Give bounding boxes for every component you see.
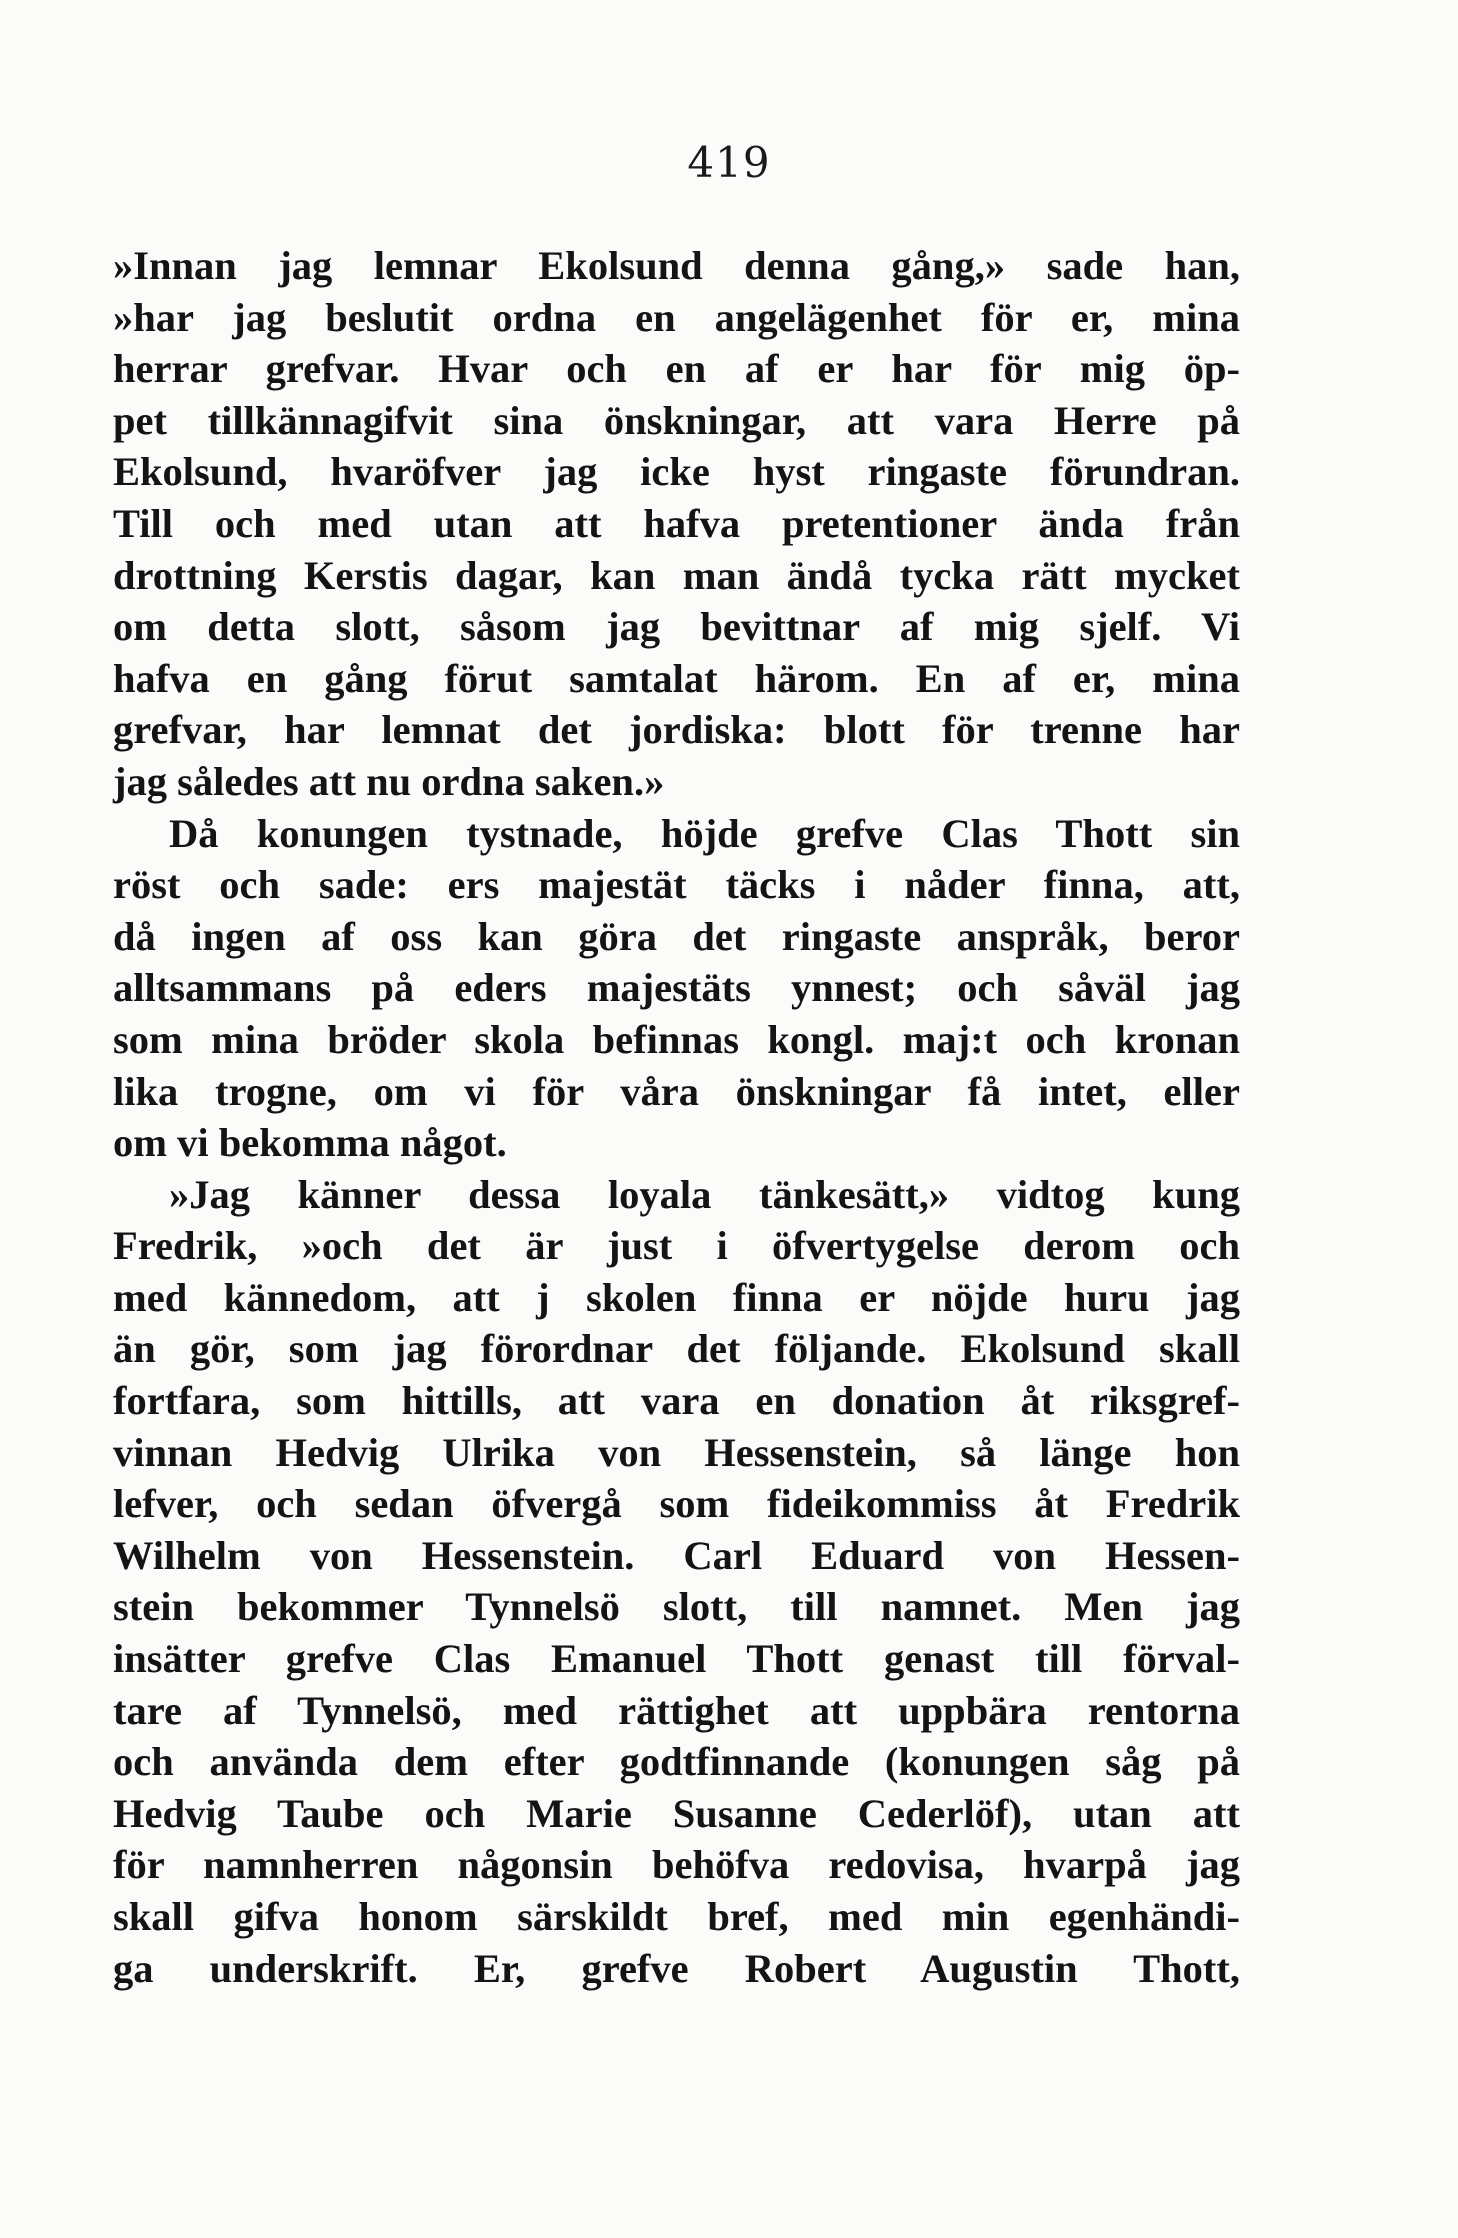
text-line: Till och med utan att hafva pretentioner ända från (113, 500, 1240, 546)
text-line: pet tillkännagifvit sina önskningar, att vara Herre på (113, 397, 1240, 443)
page-number: 419 (687, 138, 771, 187)
text-line: lika trogne, om vi för våra önskningar få intet, eller (113, 1068, 1240, 1114)
text-line: insätter grefve Clas Emanuel Thott genast till förval- (113, 1636, 1240, 1682)
text-line: ga underskrift. Er, grefve Robert Augustin Thott, (113, 1945, 1240, 1991)
text-line: »har jag beslutit ordna en angelägenhet för er, mina (113, 294, 1240, 340)
text-line: än gör, som jag förordnar det följande. Ekolsund skall (113, 1326, 1240, 1372)
text-line: röst och sade: ers majestät täcks i nåder finna, att, (113, 862, 1240, 908)
text-line: Hedvig Taube och Marie Susanne Cederlöf), utan att (113, 1790, 1240, 1836)
text-line: om detta slott, såsom jag bevittnar af mig sjelf. Vi (113, 604, 1240, 650)
text-line: grefvar, har lemnat det jordiska: blott för trenne har (113, 707, 1240, 753)
text-line: för namnherren någonsin behöfva redovisa, hvarpå jag (113, 1842, 1240, 1888)
text-line: drottning Kerstis dagar, kan man ändå tycka rätt mycket (113, 552, 1240, 598)
text-line: om vi bekomma något. (113, 1120, 507, 1166)
text-line: »Innan jag lemnar Ekolsund denna gång,» sade han, (113, 243, 1240, 288)
text-line: fortfara, som hittills, att vara en donation åt riksgref- (113, 1378, 1240, 1424)
text-line: skall gifva honom särskildt bref, med min egenhändi- (113, 1894, 1240, 1939)
text-line: Fredrik, »och det är just i öfvertygelse derom och (113, 1223, 1240, 1269)
text-line: jag således att nu ordna saken.» (113, 758, 665, 804)
text-line: tare af Tynnelsö, med rättighet att uppbära rentorna (113, 1687, 1240, 1733)
text-line: »Jag känner dessa loyala tänkesätt,» vidtog kung (169, 1171, 1240, 1217)
text-line: Då konungen tystnade, höjde grefve Clas Thott sin (169, 810, 1240, 856)
body-text (113, 240, 1240, 1994)
text-line: med kännedom, att j skolen finna er nöjde huru jag (113, 1274, 1240, 1320)
text-line: och använda dem efter godtfinnande (konungen såg på (113, 1739, 1240, 1785)
text-line: stein bekommer Tynnelsö slott, till namnet. Men jag (113, 1584, 1240, 1630)
text-line: herrar grefvar. Hvar och en af er har för mig öp- (113, 346, 1240, 392)
text-line: som mina bröder skola befinnas kongl. maj:t och kronan (113, 1016, 1240, 1062)
text-line: Ekolsund, hvaröfver jag icke hyst ringaste förundran. (113, 449, 1240, 495)
text-line: alltsammans på eders majestäts ynnest; och såväl jag (113, 965, 1240, 1011)
text-line: vinnan Hedvig Ulrika von Hessenstein, så länge hon (113, 1429, 1240, 1475)
text-line: Wilhelm von Hessenstein. Carl Eduard von Hessen- (113, 1532, 1240, 1578)
text-line: hafva en gång förut samtalat härom. En af er, mina (113, 655, 1240, 701)
text-line: lefver, och sedan öfvergå som fideikommiss åt Fredrik (113, 1481, 1240, 1527)
text-line: då ingen af oss kan göra det ringaste anspråk, beror (113, 913, 1240, 959)
